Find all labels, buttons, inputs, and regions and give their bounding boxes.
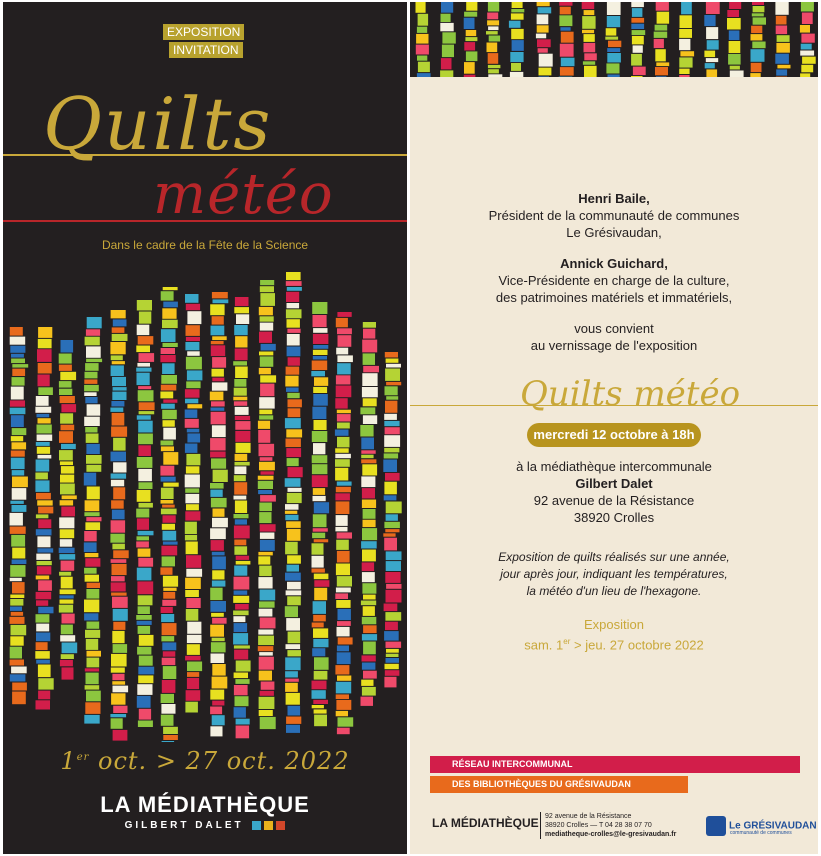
host1-block: [410, 190, 818, 241]
logo-wordmark: LA MÉDIATHÈQUE: [100, 792, 310, 817]
host2-block: [410, 255, 818, 306]
cover-panel: [3, 2, 407, 854]
footer-mediatheque-logo: LA MÉDIATHÈQUE: [432, 816, 539, 830]
venue-line4: 38920 Crolles: [573, 510, 655, 525]
gresivaudan-subtitle: communauté de communes: [730, 830, 792, 836]
footer-address: [540, 812, 676, 839]
mediatheque-logo: [3, 792, 407, 831]
description-block: [410, 549, 818, 600]
cover-dates: 1er oct. > 27 oct. 2022: [60, 747, 350, 775]
logo-square-red: [276, 821, 285, 830]
invite-block: [410, 320, 818, 354]
exposition-badge: EXPOSITION: [163, 24, 244, 40]
logo-square-yellow: [264, 821, 273, 830]
venue-line1: à la médiathèque intercommunale: [516, 459, 712, 474]
expo-dates: sam. 1er > jeu. 27 octobre 2022: [524, 637, 704, 653]
host1-role-line1: Président de la communauté de communes: [488, 208, 740, 223]
quilt-strip-artwork: [410, 2, 818, 77]
desc-line3: la météo d'un lieu de l'hexagone.: [526, 584, 702, 598]
cover-title-quilts: Quilts: [43, 82, 273, 166]
host2-name: Annick Guichard,: [560, 256, 668, 271]
expo-label: Exposition: [584, 617, 644, 632]
footer-email: mediatheque-crolles@le-gresivaudan.fr: [545, 831, 677, 838]
network-band-red: RÉSEAU INTERCOMMUNAL: [430, 756, 800, 773]
venue-line3: 92 avenue de la Résistance: [533, 493, 695, 508]
invitation-title: Quilts météo: [520, 374, 741, 414]
cover-title-meteo: météo: [153, 162, 334, 227]
quilt-artwork: [3, 262, 407, 742]
footer-addr-line2: 38920 Crolles — T 04 28 38 07 70: [545, 822, 652, 829]
invite-line2: au vernissage de l'exposition: [530, 338, 698, 353]
science-subtitle: Dans le cadre de la Fête de la Science: [101, 238, 309, 252]
invitation-badge: INVITATION: [169, 42, 243, 58]
host1-role-line2: Le Grésivaudan,: [566, 225, 662, 240]
invite-line1: vous convient: [574, 321, 654, 336]
invitation-panel: [410, 2, 818, 854]
venue-block: [410, 458, 818, 526]
footer-addr-line1: 92 avenue de la Résistance: [545, 813, 632, 820]
logo-square-blue: [252, 821, 261, 830]
network-band-orange: DES BIBLIOTHÈQUES DU GRÉSIVAUDAN: [430, 776, 688, 793]
gresivaudan-logo: Le GRÉSIVAUDAN: [706, 816, 817, 836]
gresivaudan-icon: [706, 816, 726, 836]
host2-role-line1: Vice-Présidente en charge de la culture,: [498, 273, 730, 288]
logo-subtitle: GILBERT DALET: [3, 820, 407, 831]
desc-line2: jour après jour, indiquant les températures,: [500, 567, 728, 581]
desc-line1: Exposition de quilts réalisés sur une année,: [498, 550, 730, 564]
host1-name: Henri Baile,: [578, 191, 650, 206]
venue-line2: Gilbert Dalet: [575, 476, 653, 491]
exposition-dates-block: [410, 616, 818, 653]
host2-role-line2: des patrimoines matériels et immatériels,: [495, 290, 733, 305]
vernissage-date-pill: mercredi 12 octobre à 18h: [527, 423, 701, 447]
